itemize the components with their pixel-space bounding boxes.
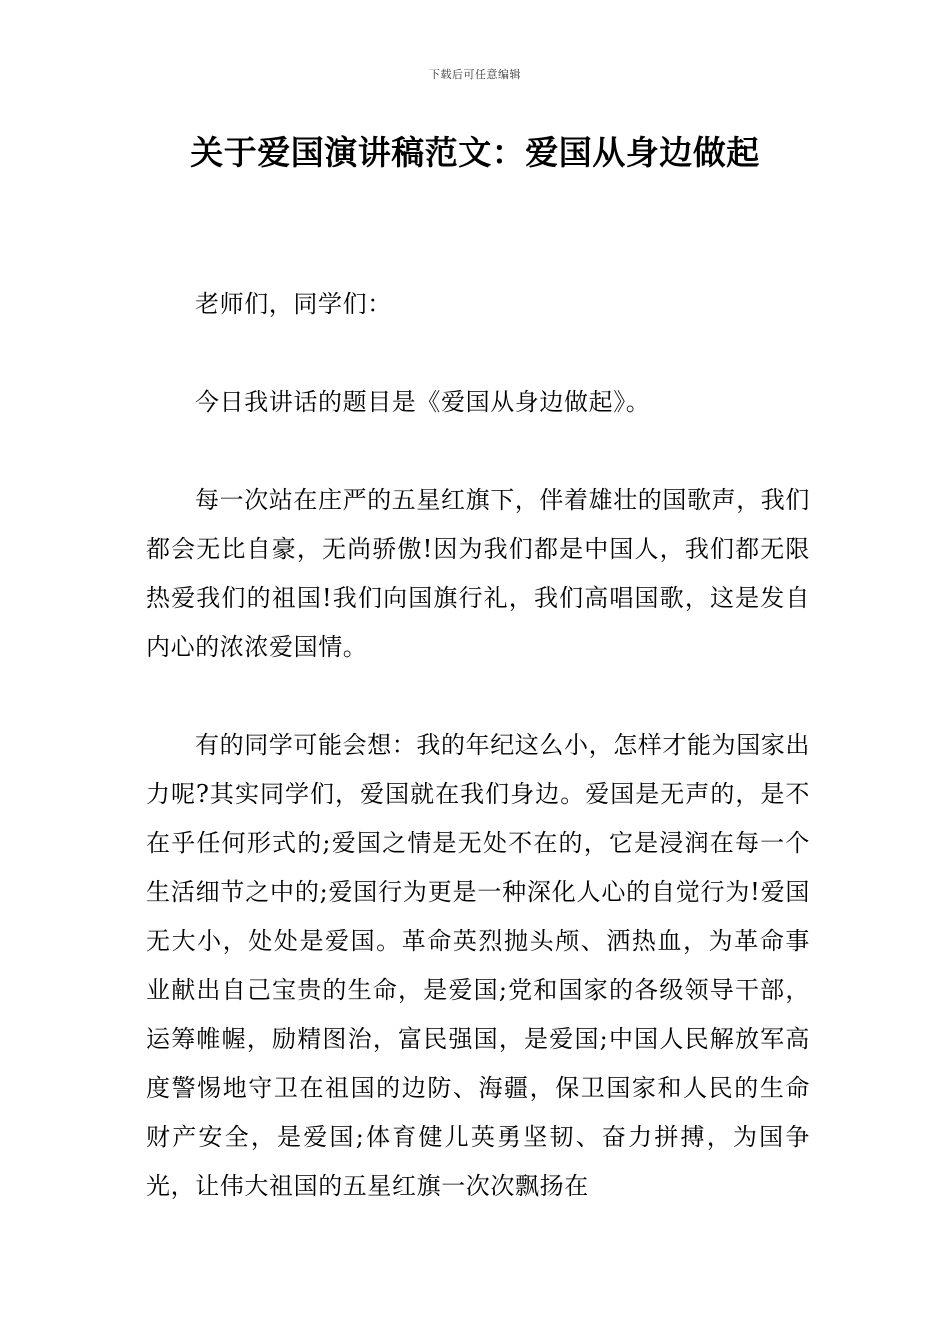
body-paragraph: 有的同学可能会想：我的年纪这么小，怎样才能为国家出力呢?其实同学们，爱国就在我们身边。爱国是无声的，是不在乎任何形式的;爱国之情是无处不在的，它是浸润在每一个生活细节之中的;爱国行为更是一种深化人心的自觉行为!爱国无大小，处处是爱国。革命英烈抛头颅、洒热血，为革命事业献出自己宝贵的生命，是爱国;党和国家的各级领导干部，运筹帷幄，励精图治，富民强国，是爱国;中国人民解放军高度警惕地守卫在祖国的边防、海疆，保卫国家和人民的生命财产安全，是爱国;体育健儿英勇坚韧、奋力拼搏，为国争光，让伟大祖国的五星红旗一次次飘扬在 <box>146 731 810 1200</box>
topic-paragraph: 今日我讲话的题目是《爱国从身边做起》。 <box>195 388 651 416</box>
document-body <box>146 280 810 1211</box>
salutation-paragraph: 老师们，同学们： <box>195 290 392 318</box>
header-note: 下载后可任意编辑 <box>429 68 521 81</box>
document-title: 关于爱国演讲稿范文：爱国从身边做起 <box>190 133 760 172</box>
body-paragraph: 每一次站在庄严的五星红旗下，伴着雄壮的国歌声，我们都会无比自豪，无尚骄傲!因为我们都是中国人，我们都无限热爱我们的祖国!我们向国旗行礼，我们高唱国歌，这是发自内心的浓浓爱国情。 <box>146 486 810 661</box>
